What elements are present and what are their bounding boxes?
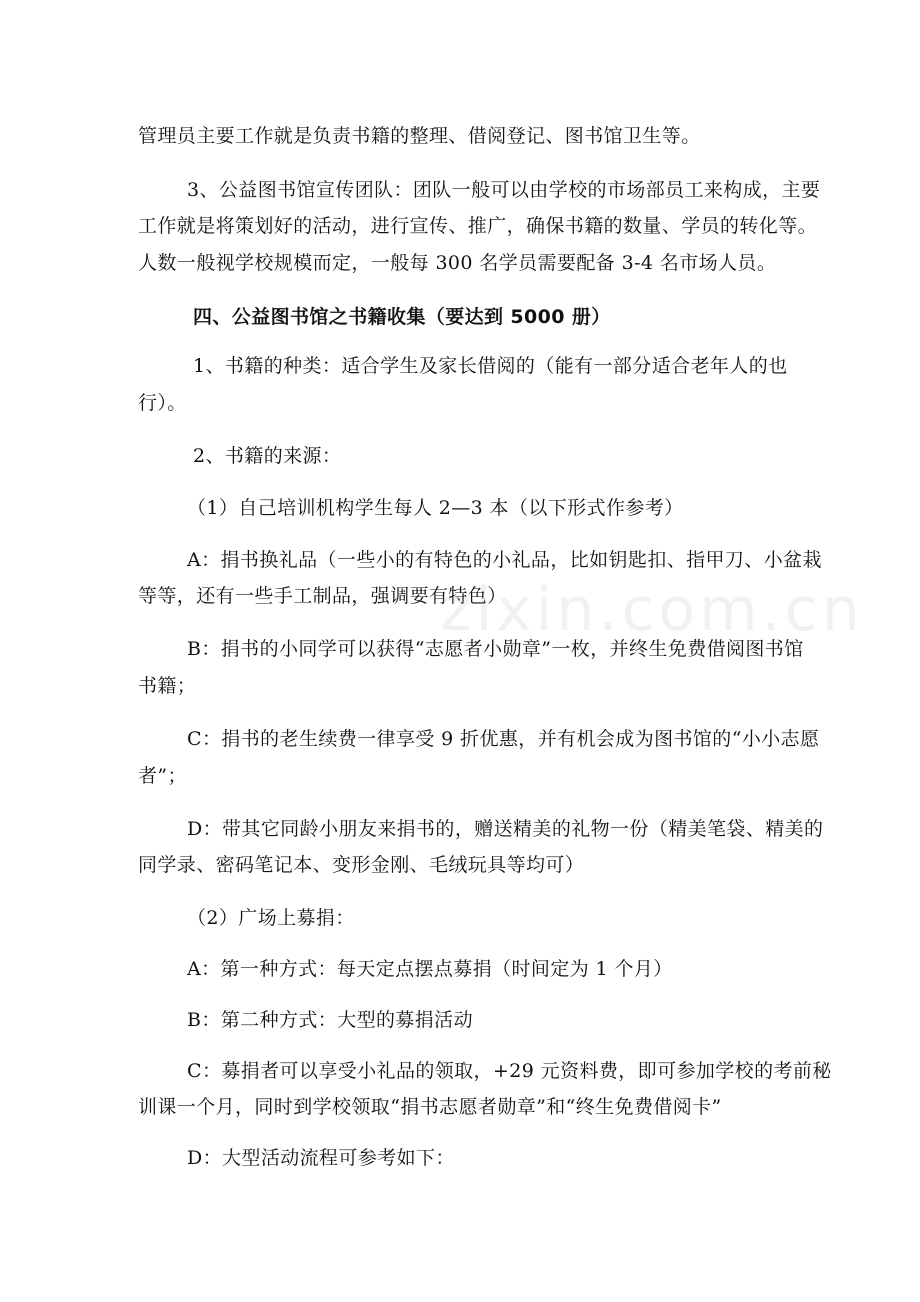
- paragraph-line: A：第一种方式：每天定点摆点募捐（时间定为 1 个月）: [187, 958, 673, 980]
- paragraph-line: 者”；: [138, 765, 187, 787]
- paragraph-line: D：带其它同龄小朋友来捐书的，赠送精美的礼物一份（精美笔袋、精美的: [187, 818, 824, 840]
- paragraph-line: 管理员主要工作就是负责书籍的整理、借阅登记、图书馆卫生等。: [138, 125, 701, 147]
- paragraph-line: 人数一般视学校规模而定，一般每 300 名学员需要配备 3-4 名市场人员。: [138, 252, 777, 274]
- paragraph-line: D：大型活动流程可参考如下：: [187, 1147, 455, 1169]
- paragraph-line: 训课一个月，同时到学校领取“捐书志愿者勋章”和“终生免费借阅卡”: [138, 1096, 722, 1118]
- paragraph-line: 工作就是将策划好的活动，进行宣传、推广，确保书籍的数量、学员的转化等。: [138, 215, 818, 237]
- paragraph-line: 书籍；: [138, 675, 197, 697]
- paragraph-line: B：捐书的小同学可以获得“志愿者小勋章”一枚，并终生免费借阅图书馆: [187, 638, 804, 660]
- paragraph-line: C：捐书的老生续费一律享受 9 折优惠，并有机会成为图书馆的“小小志愿: [187, 728, 820, 750]
- section-heading: 四、公益图书馆之书籍收集（要达到 5000 册）: [193, 306, 611, 328]
- paragraph-line: 3、公益图书馆宣传团队：团队一般可以由学校的市场部员工来构成，主要: [187, 179, 821, 201]
- paragraph-line: 同学录、密码笔记本、变形金刚、毛绒玩具等均可）: [138, 854, 585, 876]
- paragraph-line: 行）。: [138, 392, 187, 414]
- paragraph-line: 2、书籍的来源：: [193, 445, 342, 467]
- paragraph-line: （1）自己培训机构学生每人 2—3 本（以下形式作参考）: [187, 497, 684, 519]
- paragraph-line: C：募捐者可以享受小礼品的领取，+29 元资料费，即可参加学校的考前秘: [187, 1060, 832, 1082]
- paragraph-line: （2）广场上募捐：: [187, 907, 355, 929]
- paragraph-line: B：第二种方式：大型的募捐活动: [187, 1009, 473, 1031]
- paragraph-line: 1、书籍的种类：适合学生及家长借阅的（能有一部分适合老年人的也: [193, 355, 788, 377]
- paragraph-line: A：捐书换礼品（一些小的有特色的小礼品，比如钥匙扣、指甲刀、小盆栽: [187, 549, 822, 571]
- paragraph-line: 等等，还有一些手工制品，强调要有特色）: [138, 585, 507, 607]
- watermark: zixin.com.cn: [440, 575, 864, 645]
